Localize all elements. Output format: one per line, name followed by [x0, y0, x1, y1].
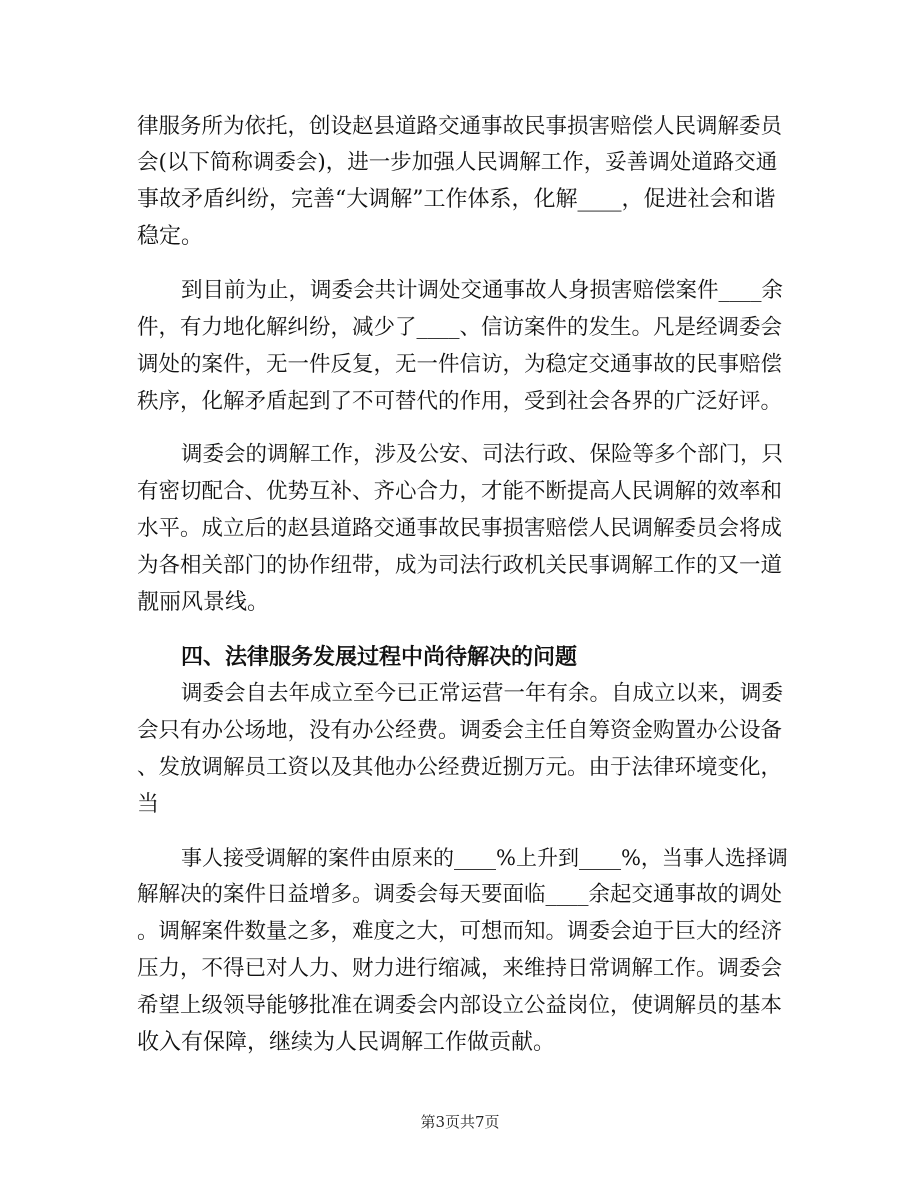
page-indicator: 第3页共7页 [420, 1113, 500, 1131]
text-line: 事故矛盾纠纷，完善“大调解”工作体系，化解____，促进社会和谐 [137, 187, 776, 212]
text-line: 水平。成立后的赵县道路交通事故民事损害赔偿人民调解委员会将成 [137, 516, 783, 541]
text-line: 稳定。 [137, 224, 204, 249]
text-line: 调处的案件，无一件反复，无一件信访，为稳定交通事故的民事赔偿 [137, 352, 783, 377]
text-line: 希望上级领导能够批准在调委会内部设立公益岗位，使调解员的基本 [137, 993, 783, 1018]
text-line: 会只有办公场地，没有办公经费。调委会主任自筹资金购置办公设备 [137, 718, 783, 743]
text-line: 会(以下简称调委会)，进一步加强人民调解工作，妥善调处道路交通 [137, 150, 778, 175]
text-line: 到目前为止，调委会共计调处交通事故人身损害赔偿案件____余 [181, 278, 784, 303]
text-line: 压力，不得已对人力、财力进行缩减，来维持日常调解工作。调委会 [137, 956, 783, 981]
text-line: 件，有力地化解纠纷，减少了____、信访案件的发生。凡是经调委会 [137, 315, 783, 340]
text-line: 解解决的案件日益增多。调委会每天要面临____余起交通事故的调处 [137, 882, 783, 907]
text-line: 律服务所为依托，创设赵县道路交通事故民事损害赔偿人民调解委员 [137, 114, 783, 139]
section-heading: 四、法律服务发展过程中尚待解决的问题 [181, 644, 578, 670]
text-line: 当 [137, 792, 160, 817]
text-line: 调委会自去年成立至今已正常运营一年有余。自成立以来，调委 [181, 681, 784, 706]
text-line: 有密切配合、优势互补、齐心合力，才能不断提高人民调解的效率和 [137, 479, 783, 504]
text-line: 靓丽风景线。 [137, 590, 270, 615]
text-line: 调委会的调解工作，涉及公安、司法行政、保险等多个部门，只 [181, 442, 784, 467]
text-line: 事人接受调解的案件由原来的____%上升到____%，当事人选择调 [181, 846, 788, 870]
text-line: 收入有保障，继续为人民调解工作做贡献。 [137, 1030, 556, 1055]
text-line: 为各相关部门的协作纽带，成为司法行政机关民事调解工作的又一道 [137, 553, 783, 578]
text-line: 。调解案件数量之多，难度之大，可想而知。调委会迫于巨大的经济 [137, 919, 783, 944]
text-line: 秩序，化解矛盾起到了不可替代的作用，受到社会各界的广泛好评。 [137, 389, 783, 414]
text-line: 、发放调解员工资以及其他办公经费近捌万元。由于法律环境变化， [137, 755, 783, 780]
